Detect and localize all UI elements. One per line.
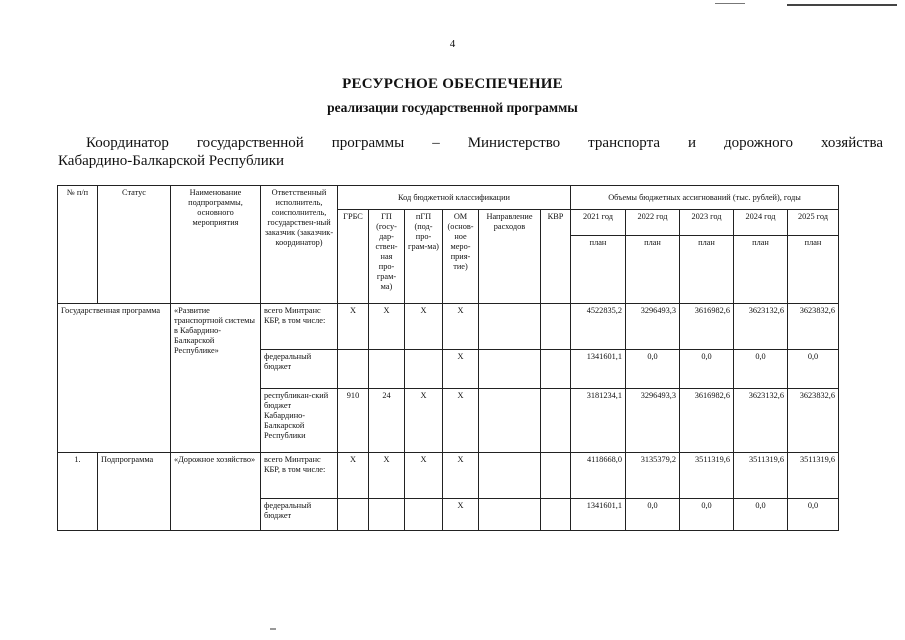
header-plan: план <box>680 236 734 304</box>
gp-cell: X <box>369 453 405 499</box>
header-volumes: Объемы бюджетных ассигнований (тыс. рублей), годы <box>571 186 839 210</box>
header-plan: план <box>626 236 680 304</box>
grbs-cell <box>338 350 369 389</box>
value-cell: 3511319,6 <box>788 453 839 499</box>
value-cell: 0,0 <box>734 499 788 531</box>
header-year: 2024 год <box>734 210 788 236</box>
header-year: 2022 год <box>626 210 680 236</box>
responsible-cell: федеральный бюджет <box>261 350 338 389</box>
value-cell: 3623832,6 <box>788 389 839 453</box>
kvr-cell <box>541 499 571 531</box>
coordinator-word: государственной <box>196 135 304 151</box>
grbs-cell <box>338 499 369 531</box>
coordinator-word: и <box>687 135 697 151</box>
header-plan: план <box>788 236 839 304</box>
name-cell: «Развитие транспортной системы в Кабардино-Балкарской Республике» <box>171 304 261 453</box>
value-cell: 3135379,2 <box>626 453 680 499</box>
header-responsible: Ответственный исполнитель, соисполнитель, государствен-ный заказчик (заказчик-координатор) <box>261 186 338 304</box>
kvr-cell <box>541 389 571 453</box>
om-cell: X <box>443 389 479 453</box>
coordinator-paragraph <box>58 134 883 170</box>
table-row <box>58 304 839 350</box>
om-cell: X <box>443 350 479 389</box>
responsible-cell: всего Минтранс КБР, в том числе: <box>261 453 338 499</box>
num-cell: 1. <box>58 453 98 531</box>
status-text: Государственная программа <box>61 306 161 315</box>
om-cell: X <box>443 304 479 350</box>
gp-cell: 24 <box>369 389 405 453</box>
header-pgp: пГП (под-про-грам-ма) <box>405 210 443 304</box>
header-name: Наименование подпрограммы, основного мероприятия <box>171 186 261 304</box>
direction-cell <box>479 304 541 350</box>
gp-cell: X <box>369 304 405 350</box>
header-year: 2021 год <box>571 210 626 236</box>
header-year: 2025 год <box>788 210 839 236</box>
coordinator-word: программы <box>331 135 405 151</box>
kvr-cell <box>541 350 571 389</box>
coordinator-word: Координатор <box>86 135 169 151</box>
om-cell: X <box>443 453 479 499</box>
coordinator-word: транспорта <box>588 135 660 151</box>
status-cell <box>58 304 171 453</box>
value-cell: 3296493,3 <box>626 389 680 453</box>
value-cell: 0,0 <box>626 350 680 389</box>
coordinator-word: – <box>432 135 440 151</box>
pgp-cell: X <box>405 389 443 453</box>
page-number: 4 <box>449 38 456 50</box>
responsible-cell: всего Минтранс КБР, в том числе: <box>261 304 338 350</box>
pgp-cell <box>405 350 443 389</box>
header-grbs: ГРБС <box>338 210 369 304</box>
name-cell: «Дорожное хозяйство» <box>171 453 261 531</box>
value-cell: 3511319,6 <box>680 453 734 499</box>
pgp-cell: X <box>405 453 443 499</box>
table-row <box>58 453 839 499</box>
coordinator-word: хозяйства <box>820 135 883 151</box>
value-cell: 0,0 <box>788 350 839 389</box>
scan-artifact <box>787 0 897 6</box>
direction-cell <box>479 389 541 453</box>
direction-cell <box>479 350 541 389</box>
coordinator-word: Министерство <box>467 135 561 151</box>
header-plan: план <box>734 236 788 304</box>
header-budget-code: Код бюджетной классификации <box>338 186 571 210</box>
status-cell: Подпрограмма <box>98 453 171 531</box>
om-cell: X <box>443 499 479 531</box>
resource-table <box>57 185 839 531</box>
value-cell: 1341601,1 <box>571 350 626 389</box>
pgp-cell: X <box>405 304 443 350</box>
header-plan: план <box>571 236 626 304</box>
value-cell: 0,0 <box>680 350 734 389</box>
value-cell: 0,0 <box>680 499 734 531</box>
header-status: Статус <box>98 186 171 304</box>
value-cell: 3616982,6 <box>680 304 734 350</box>
value-cell: 3296493,3 <box>626 304 680 350</box>
value-cell: 3623132,6 <box>734 389 788 453</box>
value-cell: 4522835,2 <box>571 304 626 350</box>
value-cell: 3511319,6 <box>734 453 788 499</box>
gp-cell <box>369 350 405 389</box>
coordinator-word: дорожного <box>724 135 793 151</box>
grbs-cell: X <box>338 304 369 350</box>
value-cell: 0,0 <box>626 499 680 531</box>
scan-artifact <box>270 628 276 630</box>
header-gp: ГП (госу-дар-ствен-ная про-грам-ма) <box>369 210 405 304</box>
coordinator-line-1 <box>58 134 883 152</box>
direction-cell <box>479 499 541 531</box>
kvr-cell <box>541 453 571 499</box>
responsible-cell: республикан-ский бюджет Кабардино-Балкарской Республики <box>261 389 338 453</box>
pgp-cell <box>405 499 443 531</box>
value-cell: 1341601,1 <box>571 499 626 531</box>
header-direction: Направление расходов <box>479 210 541 304</box>
value-cell: 3616982,6 <box>680 389 734 453</box>
header-num: № п/п <box>58 186 98 304</box>
value-cell: 0,0 <box>734 350 788 389</box>
header-kvr: КВР <box>541 210 571 304</box>
value-cell: 0,0 <box>788 499 839 531</box>
document-title: РЕСУРСНОЕ ОБЕСПЕЧЕНИЕ <box>342 76 563 92</box>
direction-cell <box>479 453 541 499</box>
scan-artifact <box>715 0 745 4</box>
value-cell: 3623832,6 <box>788 304 839 350</box>
responsible-cell: федеральный бюджет <box>261 499 338 531</box>
header-om: ОМ (основ-ное меро-прия-тие) <box>443 210 479 304</box>
coordinator-line-2: Кабардино-Балкарской Республики <box>58 153 285 169</box>
value-cell: 4118668,0 <box>571 453 626 499</box>
document-subtitle: реализации государственной программы <box>327 100 578 115</box>
gp-cell <box>369 499 405 531</box>
value-cell: 3181234,1 <box>571 389 626 453</box>
kvr-cell <box>541 304 571 350</box>
value-cell: 3623132,6 <box>734 304 788 350</box>
header-year: 2023 год <box>680 210 734 236</box>
grbs-cell: 910 <box>338 389 369 453</box>
grbs-cell: X <box>338 453 369 499</box>
